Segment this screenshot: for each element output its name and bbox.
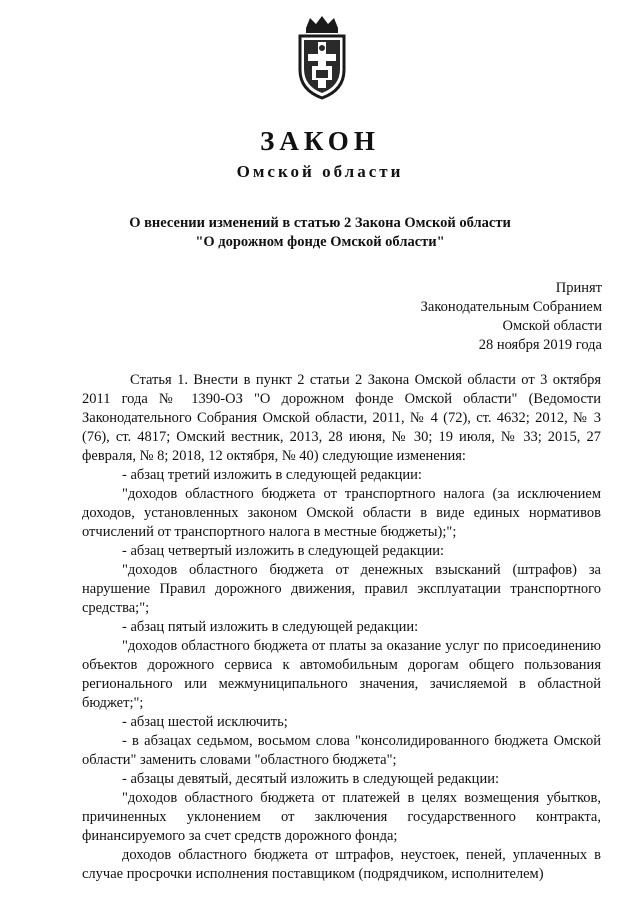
amendment-text: "доходов областного бюджета от транспортного налога (за исключением доходов, установленных законом Омской области в виде единых нормативов отчислений от транспортного налога в местные бюджеты);"; [82, 486, 601, 540]
law-body [82, 371, 601, 884]
amendment-item: - абзац четвертый изложить в следующей редакции: [122, 543, 445, 559]
coat-of-arms-icon [292, 14, 352, 100]
accepted-line-3: Омской области [502, 318, 602, 334]
accepted-line-2: Законодательным Собранием [420, 299, 602, 315]
amendment-item: - абзац шестой исключить; [122, 714, 288, 730]
acceptance-block [421, 279, 602, 355]
heading-line-2: "О дорожном фонде Омской области" [195, 234, 445, 250]
article-1-paragraph: Статья 1. Внести в пункт 2 статьи 2 Закона Омской области от 3 октября 2011 года № 1390-ОЗ "О дорожном фонде Омской области" (Ведомости Законодательного Собрания Омской области, 2011, № 4 (72), ст. 4632; 2012, № 3 (76), ст. 4817; Омский вестник, 2013, 28 июня, № 30; 19 июля, № 33; 2015, 27 февраля, № 8; 2018, 12 октября, № 40) следующие изменения: [82, 372, 601, 464]
accepted-date: 28 ноября 2019 года [478, 337, 602, 353]
amendment-text: "доходов областного бюджета от денежных взысканий (штрафов) за нарушение Правил дорожного движения, правил эксплуатации транспортного средства;"; [82, 562, 601, 616]
heading-line-1: О внесении изменений в статью 2 Закона Омской области [129, 215, 511, 231]
law-title: ЗАКОН [260, 126, 380, 156]
amendment-text: доходов областного бюджета от штрафов, неустоек, пеней, уплаченных в случае просрочки исполнения поставщиком (подрядчиком, исполнителем) [82, 847, 601, 882]
law-region-subtitle: Омской области [236, 162, 404, 181]
amendment-item: - абзац пятый изложить в следующей редакции: [122, 619, 419, 635]
amendment-item: - абзац третий изложить в следующей редакции: [122, 467, 422, 483]
accepted-line-1: Принят [555, 280, 602, 296]
amendment-item: - в абзацах седьмом, восьмом слова "консолидированного бюджета Омской области" заменить словами "областного бюджета"; [82, 733, 601, 768]
amendment-text: "доходов областного бюджета от платы за оказание услуг по присоединению объектов дорожного сервиса к автомобильным дорогам общего пользования регионального или межмуниципального значения, зачисляемой в областной бюджет;"; [82, 638, 601, 711]
amendment-item: - абзацы девятый, десятый изложить в следующей редакции: [122, 771, 499, 787]
amendment-text: "доходов областного бюджета от платежей в целях возмещения убытков, причиненных уклонением от заключения государственного контракта, финансируемого за счет средств дорожного фонда; [82, 790, 601, 844]
law-heading [0, 214, 640, 252]
